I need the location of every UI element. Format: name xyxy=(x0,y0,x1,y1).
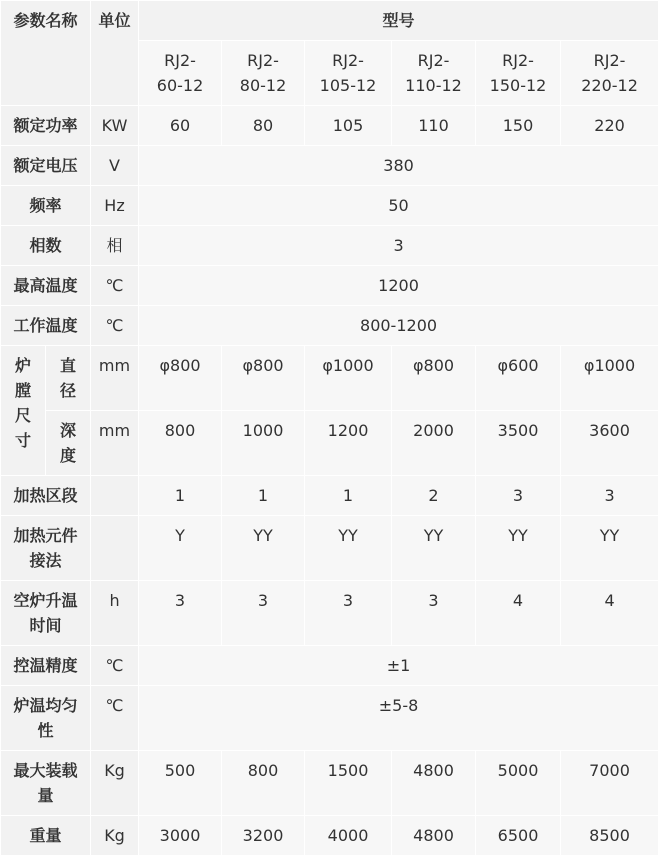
value-cell: 50 xyxy=(139,186,658,226)
value-cell: 4800 xyxy=(392,816,476,856)
model-line: 80-12 xyxy=(239,76,287,95)
value-cell: 8500 xyxy=(561,816,658,856)
row-label: 加热区段 xyxy=(1,476,91,516)
row-heatup xyxy=(1,581,658,646)
value-cell: φ1000 xyxy=(305,346,392,411)
row-unit: Hz xyxy=(91,186,139,226)
value-cell: 380 xyxy=(139,146,658,186)
row-label: 最高温度 xyxy=(1,266,91,306)
row-label: 相数 xyxy=(1,226,91,266)
value-cell: 150 xyxy=(476,106,561,146)
diameter-label xyxy=(46,346,91,411)
row-label: 额定电压 xyxy=(1,146,91,186)
label-line: 性 xyxy=(37,721,54,740)
row-unit: 相 xyxy=(91,226,139,266)
value-cell: φ800 xyxy=(392,346,476,411)
value-cell: 3 xyxy=(139,581,222,646)
row-label xyxy=(1,686,91,751)
value-cell: ±5-8 xyxy=(139,686,658,751)
value-cell: 220 xyxy=(561,106,658,146)
value-cell: 3 xyxy=(392,581,476,646)
model-line: RJ2- xyxy=(593,51,626,70)
row-uniformity xyxy=(1,686,658,751)
row-label xyxy=(1,751,91,816)
row-unit: ℃ xyxy=(91,646,139,686)
value-cell: 3 xyxy=(222,581,305,646)
row-label: 频率 xyxy=(1,186,91,226)
value-cell: 800-1200 xyxy=(139,306,658,346)
value-cell: 1200 xyxy=(305,411,392,476)
row-unit xyxy=(91,476,139,516)
row-chamber-diameter xyxy=(1,346,658,411)
value-cell: 800 xyxy=(139,411,222,476)
model-header: 型号 xyxy=(139,1,658,41)
value-cell: 3600 xyxy=(561,411,658,476)
label-line: 时间 xyxy=(29,616,62,635)
model-line: RJ2- xyxy=(502,51,534,70)
value-cell: 1 xyxy=(305,476,392,516)
label-line: 最大装载 xyxy=(13,761,78,780)
value-cell: 4 xyxy=(561,581,658,646)
value-cell: 2 xyxy=(392,476,476,516)
model-line: 220-12 xyxy=(581,76,638,95)
value-cell: ±1 xyxy=(139,646,658,686)
model-cell xyxy=(561,41,658,106)
label-line: 加热元件 xyxy=(13,526,78,545)
value-cell: 1200 xyxy=(139,266,658,306)
model-line: 105-12 xyxy=(319,76,377,95)
row-unit: KW xyxy=(91,106,139,146)
model-cell xyxy=(476,41,561,106)
row-max-temp xyxy=(1,266,658,306)
row-max-load xyxy=(1,751,658,816)
value-cell: φ800 xyxy=(222,346,305,411)
depth-label xyxy=(46,411,91,476)
value-cell: 800 xyxy=(222,751,305,816)
row-label: 重量 xyxy=(1,816,91,856)
value-cell: 3 xyxy=(139,226,658,266)
label-char: 直 xyxy=(60,356,77,375)
row-voltage xyxy=(1,146,658,186)
value-cell: 4 xyxy=(476,581,561,646)
value-cell: 80 xyxy=(222,106,305,146)
row-label: 控温精度 xyxy=(1,646,91,686)
value-cell: 1 xyxy=(222,476,305,516)
label-char: 径 xyxy=(60,381,77,400)
value-cell: 2000 xyxy=(392,411,476,476)
value-cell: YY xyxy=(222,516,305,581)
row-weight xyxy=(1,816,658,856)
row-label xyxy=(1,516,91,581)
chamber-size-label xyxy=(1,346,46,476)
model-line: RJ2- xyxy=(417,51,450,70)
label-char: 深 xyxy=(60,421,77,440)
value-cell: 1500 xyxy=(305,751,392,816)
label-char: 炉 xyxy=(14,356,31,375)
value-cell: 1 xyxy=(139,476,222,516)
value-cell: YY xyxy=(476,516,561,581)
param-name-header: 参数名称 xyxy=(1,1,91,106)
value-cell: 4000 xyxy=(305,816,392,856)
row-unit: mm xyxy=(91,411,139,476)
value-cell: 500 xyxy=(139,751,222,816)
label-line: 接法 xyxy=(29,551,62,570)
value-cell: YY xyxy=(392,516,476,581)
value-cell: φ600 xyxy=(476,346,561,411)
value-cell: YY xyxy=(305,516,392,581)
value-cell: φ800 xyxy=(139,346,222,411)
row-precision xyxy=(1,646,658,686)
value-cell: 1000 xyxy=(222,411,305,476)
row-unit: Kg xyxy=(91,751,139,816)
row-frequency xyxy=(1,186,658,226)
value-cell: 3 xyxy=(561,476,658,516)
row-phase xyxy=(1,226,658,266)
row-label: 工作温度 xyxy=(1,306,91,346)
row-wiring xyxy=(1,516,658,581)
value-cell: 3200 xyxy=(222,816,305,856)
model-line: RJ2- xyxy=(164,51,196,70)
row-unit: ℃ xyxy=(91,266,139,306)
label-line: 炉温均匀 xyxy=(13,696,78,715)
row-unit: ℃ xyxy=(91,686,139,751)
value-cell: 3 xyxy=(476,476,561,516)
model-cell xyxy=(392,41,476,106)
row-chamber-depth xyxy=(1,411,658,476)
row-unit: h xyxy=(91,581,139,646)
value-cell: 3500 xyxy=(476,411,561,476)
header-row xyxy=(1,1,658,41)
value-cell: φ1000 xyxy=(561,346,658,411)
value-cell: 4800 xyxy=(392,751,476,816)
value-cell: YY xyxy=(561,516,658,581)
value-cell: 3000 xyxy=(139,816,222,856)
row-unit xyxy=(91,516,139,581)
value-cell: 105 xyxy=(305,106,392,146)
model-cell xyxy=(305,41,392,106)
label-char: 尺 xyxy=(14,406,31,425)
row-unit: ℃ xyxy=(91,306,139,346)
unit-header: 单位 xyxy=(91,1,139,106)
value-cell: 5000 xyxy=(476,751,561,816)
label-char: 膛 xyxy=(14,381,31,400)
value-cell: 6500 xyxy=(476,816,561,856)
row-work-temp xyxy=(1,306,658,346)
row-unit: Kg xyxy=(91,816,139,856)
model-line: 110-12 xyxy=(405,76,462,95)
label-line: 量 xyxy=(37,786,54,805)
label-char: 寸 xyxy=(14,431,31,450)
row-unit: mm xyxy=(91,346,139,411)
row-label xyxy=(1,581,91,646)
value-cell: Y xyxy=(139,516,222,581)
model-line: 60-12 xyxy=(156,76,204,95)
label-line: 空炉升温 xyxy=(13,591,78,610)
row-label: 额定功率 xyxy=(1,106,91,146)
label-char: 度 xyxy=(60,446,77,465)
row-zones xyxy=(1,476,658,516)
value-cell: 60 xyxy=(139,106,222,146)
model-line: 150-12 xyxy=(489,76,547,95)
model-line: RJ2- xyxy=(247,51,279,70)
value-cell: 7000 xyxy=(561,751,658,816)
row-power xyxy=(1,106,658,146)
value-cell: 3 xyxy=(305,581,392,646)
model-line: RJ2- xyxy=(332,51,364,70)
model-cell xyxy=(222,41,305,106)
value-cell: 110 xyxy=(392,106,476,146)
row-unit: V xyxy=(91,146,139,186)
model-cell xyxy=(139,41,222,106)
